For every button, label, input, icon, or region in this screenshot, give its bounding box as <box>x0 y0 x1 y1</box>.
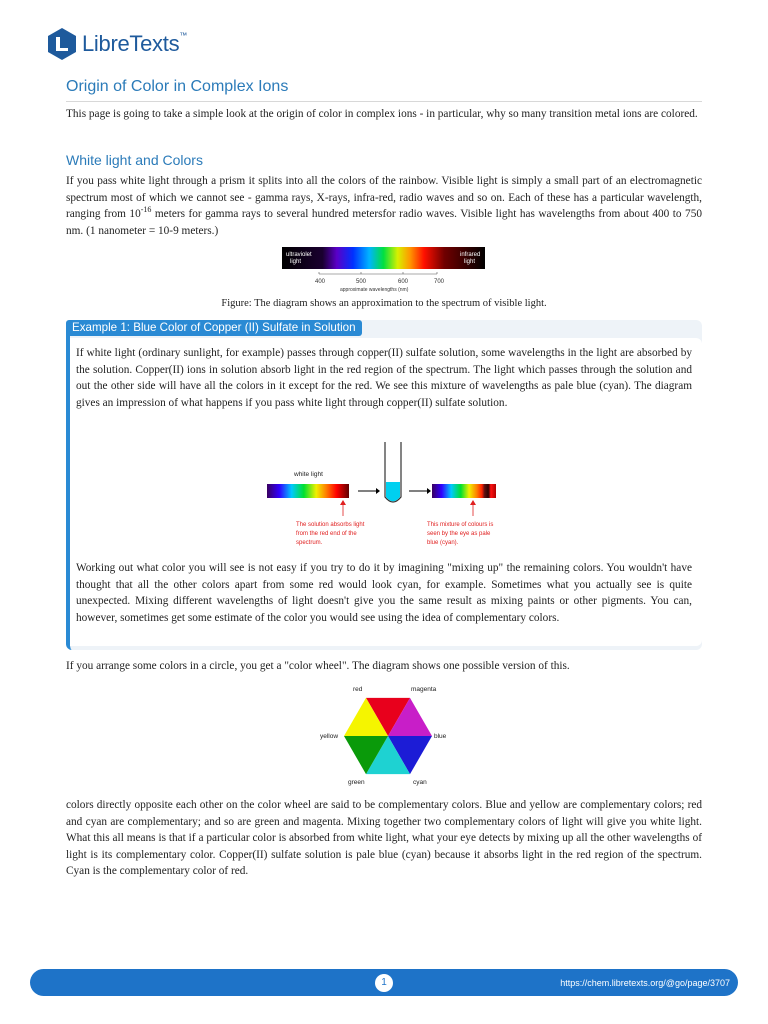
tick-700: 700 <box>434 279 445 285</box>
example-paragraph-1: If white light (ordinary sunlight, for example) passes through copper(II) sulfate solution, some wavelengths in the light are absorbed by the solution. Copper(II) ions in solution absorb light in the red region of the spectrum. The light which passes through the solution and out the other side will have all the colors in it except for the red. We see this mixture of wavelengths as pale blue (cyan). The diagram gives an impression of what happens if you pass white light through copper(II) sulfate solution. <box>76 347 692 409</box>
figure-caption: Figure: The diagram shows an approximation to the spectrum of visible light. <box>221 298 547 309</box>
right-note-line-3: blue (cyan). <box>427 540 459 546</box>
right-note-line-2: seen by the eye as pale <box>427 531 491 537</box>
intro-paragraph: This page is going to take a simple look at the origin of color in complex ions - in particular, why so many transition metal ions are colored. <box>66 108 698 120</box>
spectrum-bar <box>282 247 485 269</box>
page-number: 1 <box>375 974 393 992</box>
cyan-solution <box>386 482 400 501</box>
example-paragraph-2: Working out what color you will see is not easy if you try to do it by imagining "mixing up" the remaining colors. You wouldn't have thought that all the other colors apart from some red would look cyan, for example. Sometimes what you actually see is quite unexpected. Mixing different wavelengths of light doesn't give you the same result as mixing paints or other pigments. You can, however, sometimes get some estimate of the color you would see using the idea of complementary colors. <box>76 562 692 624</box>
libretexts-logo-icon <box>46 27 78 61</box>
ir-label-2: light <box>464 259 476 265</box>
ir-label: infrared <box>460 252 481 258</box>
yellow-label: yellow <box>320 733 339 740</box>
right-note-line-1: This mixture of colours is <box>427 522 494 528</box>
incoming-spectrum <box>267 484 349 498</box>
color-wheel-diagram <box>316 680 456 790</box>
left-note-line-1: The solution absorbs light <box>296 522 365 528</box>
copper-sulfate-diagram <box>262 440 502 552</box>
red-label: red <box>353 686 363 693</box>
libretexts-logo[interactable] <box>46 27 187 61</box>
complementary-colors-paragraph: colors directly opposite each other on the color wheel are said to be complementary colors. Blue and yellow are complementary colors; red and cyan are complementary; and so are green and magenta. Mixing together two complementary colors of light will give you white light. What this all means is that if a particular color is absorbed from white light, what your eye detects by mixing up all the other wavelengths of light is its complementary color. Copper(II) sulfate solution is pale blue (cyan) because it absorbs light in the red region of the spectrum. Cyan is the complementary color of red. <box>66 799 702 878</box>
cyan-label: cyan <box>413 779 427 786</box>
axis-label: approximate wavelengths (nm) <box>340 287 409 293</box>
left-note-line-2: from the red end of the <box>296 531 357 537</box>
green-label: green <box>348 779 365 786</box>
page-url-link[interactable]: https://chem.libretexts.org/@go/page/3707 <box>560 978 730 988</box>
white-light-label: white light <box>294 471 323 478</box>
example-title: Example 1: Blue Color of Copper (II) Sulfate in Solution <box>66 320 362 336</box>
blue-label: blue <box>434 733 447 740</box>
visible-spectrum-figure <box>282 246 488 296</box>
uv-label: ultraviolet <box>286 252 312 258</box>
tick-500: 500 <box>356 279 367 285</box>
page-title: Origin of Color in Complex Ions <box>66 78 289 95</box>
section-title: White light and Colors <box>66 152 203 168</box>
outgoing-spectrum <box>432 484 496 498</box>
magenta-label: magenta <box>411 686 437 693</box>
logo-text: LibreTexts™ <box>82 31 187 56</box>
left-note-line-3: spectrum. <box>296 540 323 546</box>
title-divider <box>66 101 702 102</box>
tick-400: 400 <box>315 279 326 285</box>
tick-600: 600 <box>398 279 409 285</box>
uv-label-2: light <box>290 259 302 265</box>
color-wheel-intro: If you arrange some colors in a circle, you get a "color wheel". The diagram shows one possible version of this. <box>66 660 570 672</box>
white-light-paragraph: If you pass white light through a prism it splits into all the colors of the rainbow. Visible light is simply a small part of an electromagnetic spectrum most of which we cannot see - gamma rays, X-rays, infra-red, radio waves and so on. Each of these has a particular wavelength, ranging from $10^{-16}$ meters for gamma rays to several hundred metersfor radio waves. Visible light has wavelengths from about 400 to 750 nm. (1 nanometer = 10-9 meters.) <box>66 175 702 237</box>
